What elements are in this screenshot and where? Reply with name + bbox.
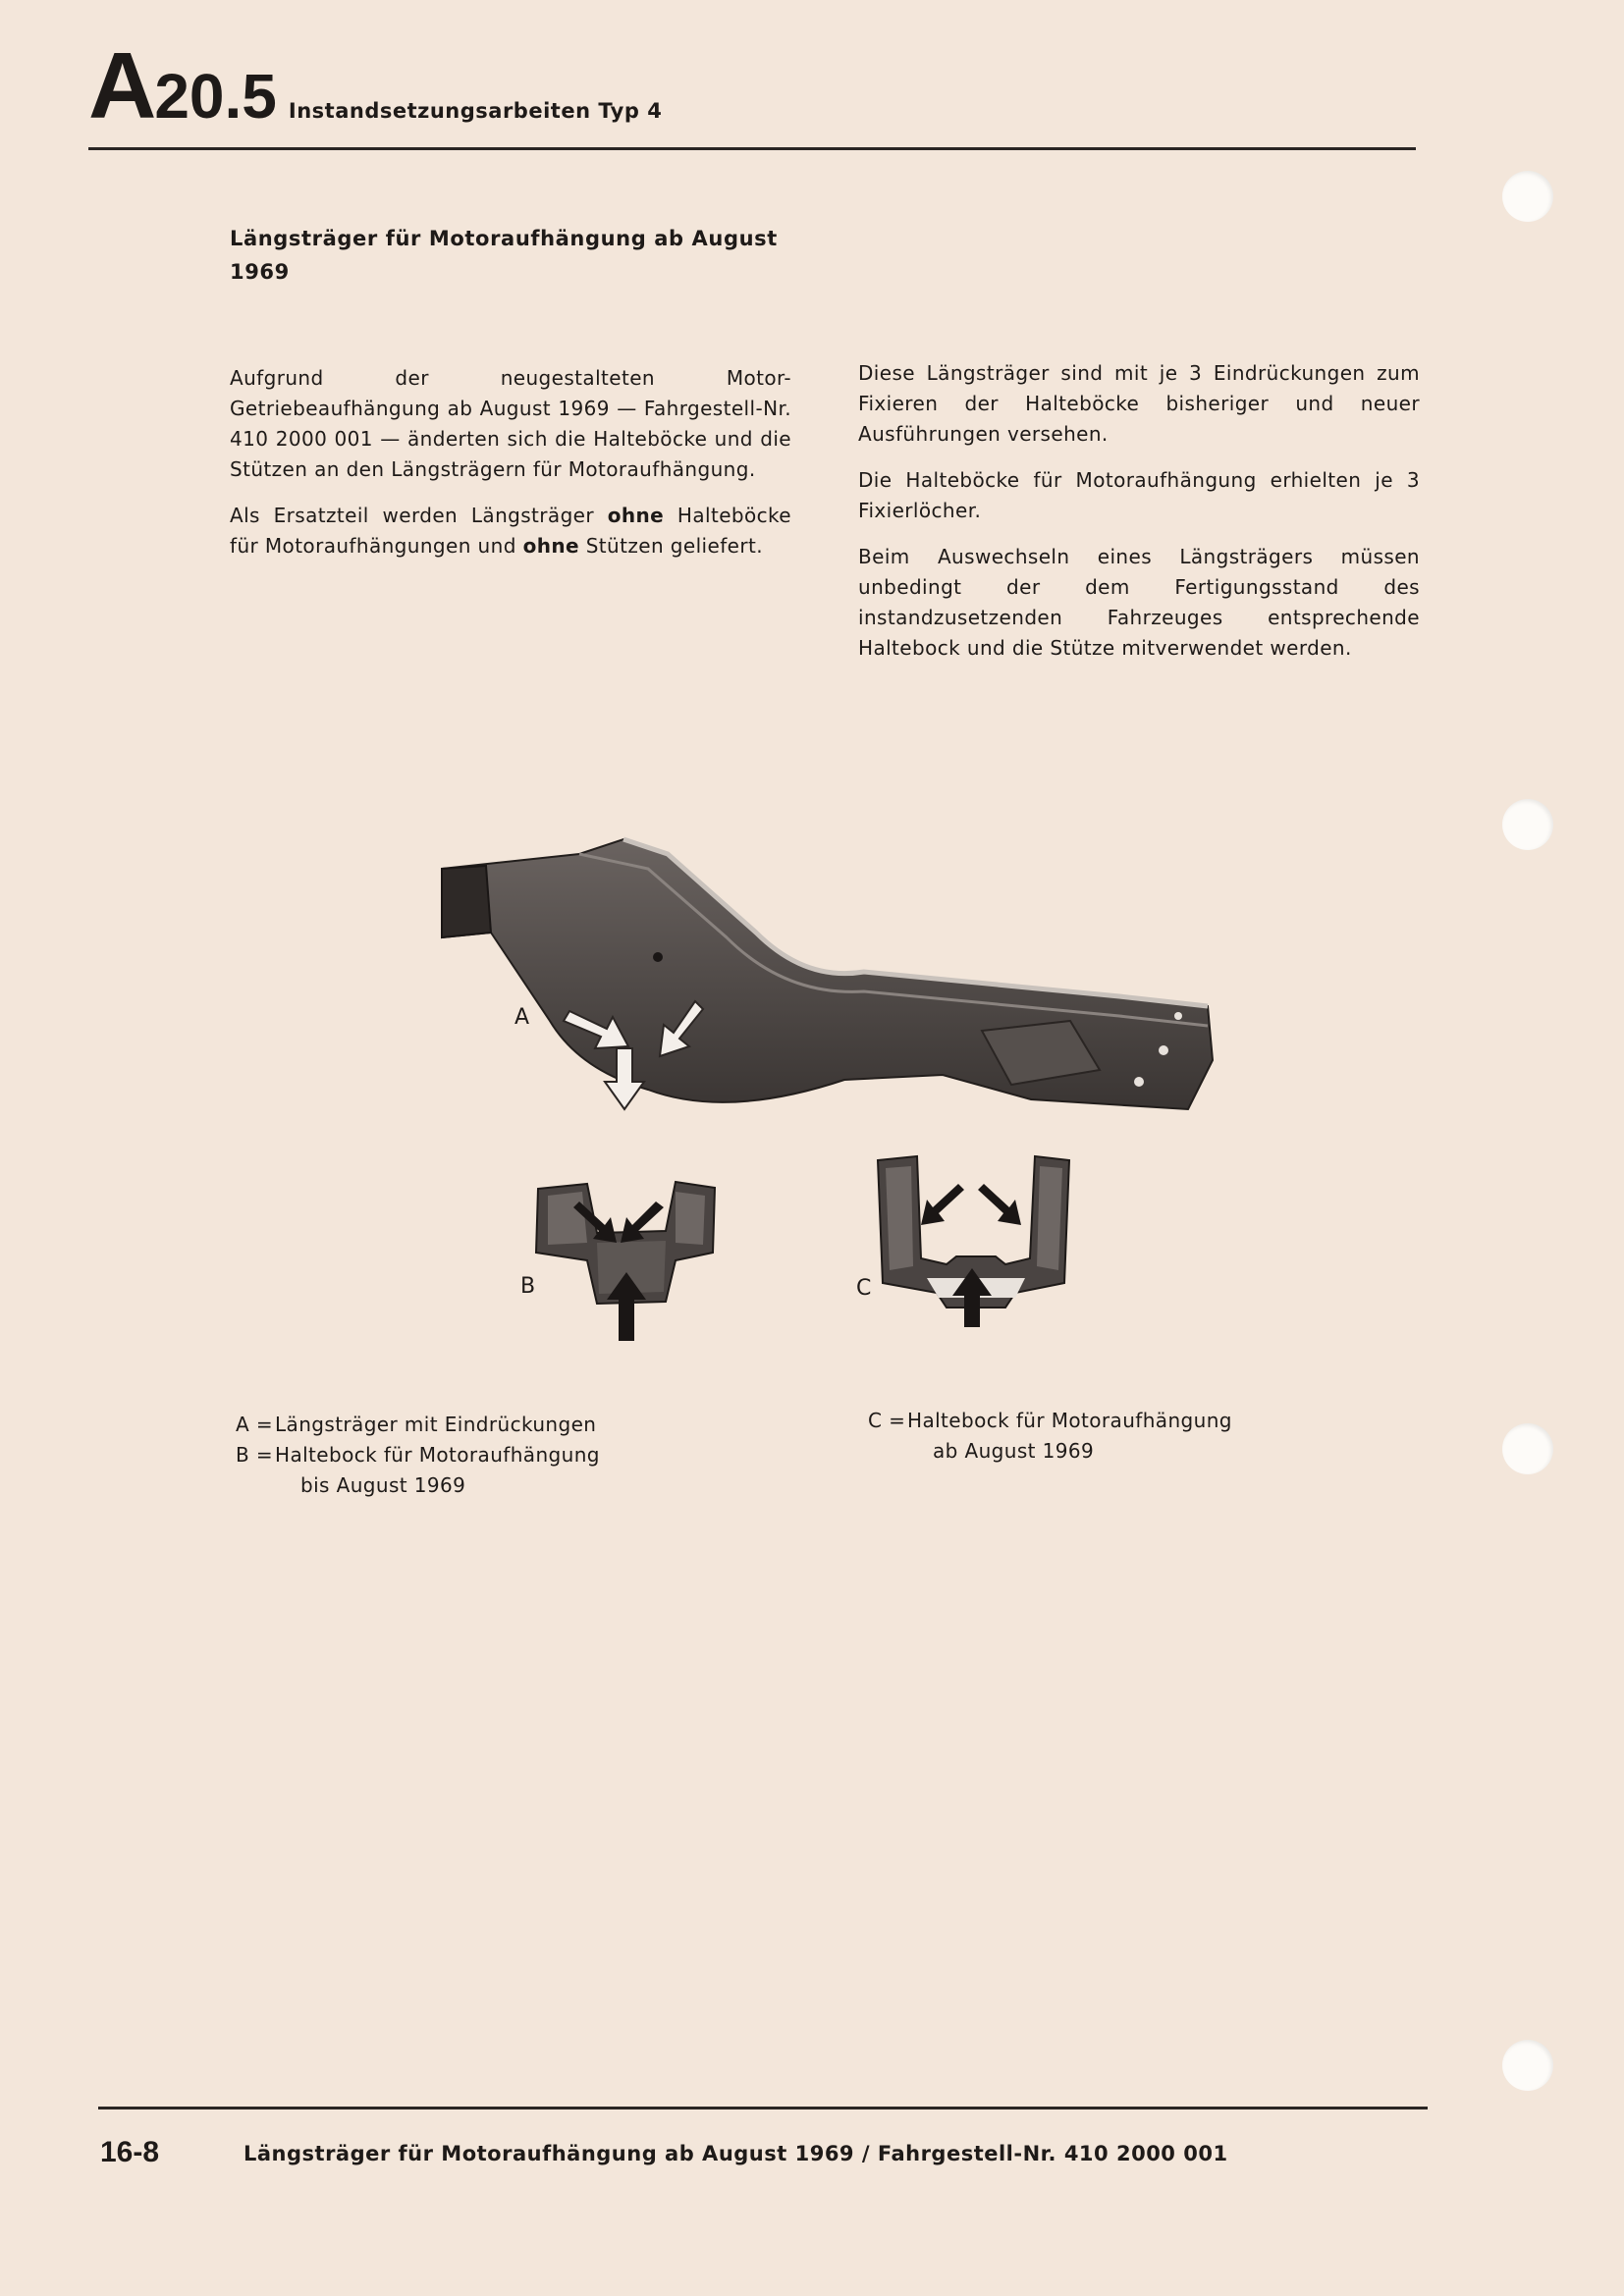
legend-item-a: A = Längsträger mit Eindrückungen [236,1413,597,1436]
punch-hole-top [1502,171,1553,222]
legend-item-c-continued: ab August 1969 [933,1439,1095,1463]
punch-hole-upper-mid [1502,799,1553,850]
figure-label-b: B [520,1274,536,1299]
left-paragraph-1: Aufgrund der neugestalteten Motor-Getriebeaufhängung ab August 1969 — Fahrgestell-Nr. 410 2000 001 — änderten sich die Halteböcke und die Stützen an den Längsträgern für Motoraufhängung. [230,366,791,481]
legend-item-b: B = Haltebock für Motoraufhängung [236,1443,600,1467]
footer-title: Längsträger für Motoraufhängung ab August 1969 / Fahrgestell-Nr. 410 2000 001 [244,2142,1228,2165]
header-rule [88,147,1416,150]
page-number: 16-8 [100,2136,160,2168]
left-text-column [230,363,791,577]
footer-rule [98,2107,1428,2109]
right-text-column [858,358,1420,679]
section-code-number: 20.5 [154,61,277,132]
page-header [88,33,663,138]
bracket-c-illustration [868,1150,1074,1327]
header-title: Instandsetzungsarbeiten Typ 4 [288,99,663,123]
figure-label-c: C [856,1276,872,1301]
legend-item-b-continued: bis August 1969 [300,1473,466,1497]
right-paragraph-1: Diese Längsträger sind mit je 3 Eindrückungen zum Fixieren der Halteböcke bisheriger und neuer Ausführungen versehen. [858,361,1420,446]
figure-label-a: A [514,1005,530,1030]
section-title: Längsträger für Motoraufhängung ab August 1969 [230,227,778,284]
punch-hole-bottom [1502,2040,1553,2091]
right-paragraph-3: Beim Auswechseln eines Längsträgers müssen unbedingt der dem Fertigungsstand des instandzusetzenden Fahrzeuges entsprechende Haltebock und die Stütze mitverwendet werden. [858,545,1420,660]
bracket-b-illustration [528,1174,725,1341]
legend-left [236,1410,600,1501]
longitudinal-member-illustration [432,825,1218,1139]
section-code-letter: A [88,33,153,138]
legend-item-c: C = Haltebock für Motoraufhängung [868,1409,1232,1432]
right-paragraph-2: Die Halteböcke für Motoraufhängung erhielten je 3 Fixierlöcher. [858,468,1420,522]
legend-right [868,1406,1232,1467]
left-paragraph-2: Als Ersatzteil werden Längsträger ohne Halteböcke für Motoraufhängungen und ohne Stützen geliefert. [230,504,792,558]
punch-hole-lower-mid [1502,1423,1553,1474]
